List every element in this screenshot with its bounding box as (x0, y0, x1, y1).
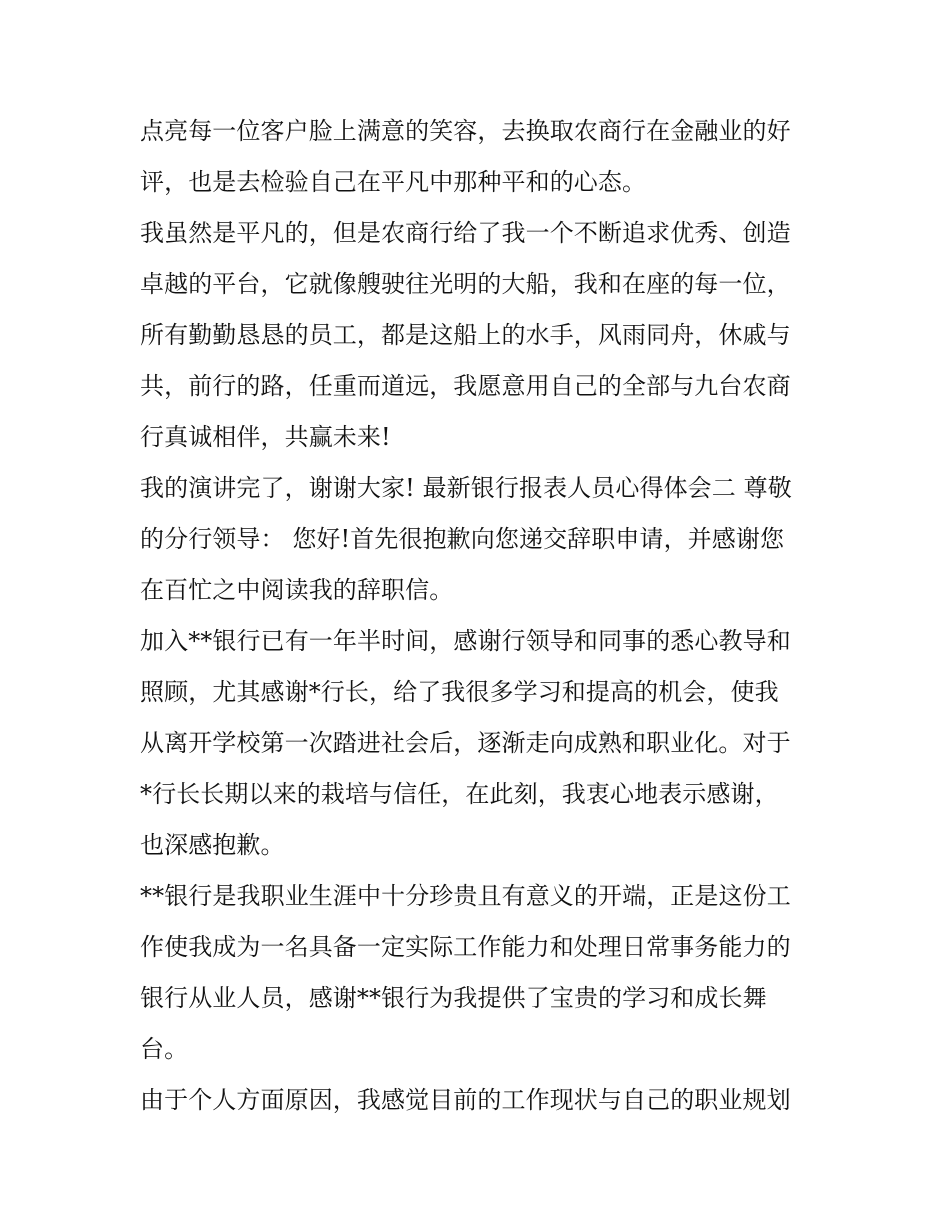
text-line: 共，前行的路，任重而道远，我愿意用自己的全部与九台农商 (140, 372, 791, 400)
text-line: 行真诚相伴，共赢未来! (140, 423, 391, 451)
text-line: 所有勤勤恳恳的员工，都是这船上的水手，风雨同舟，休戚与 (140, 321, 791, 349)
text-line: *行长长期以来的栽培与信任，在此刻，我衷心地表示感谢， (140, 780, 779, 808)
text-line: 加入**银行已有一年半时间，感谢行领导和同事的悉心教导和 (140, 627, 791, 655)
text-line: 作使我成为一名具备一定实际工作能力和处理日常事务能力的 (140, 933, 791, 961)
document-text (140, 106, 820, 1126)
text-line: 台。 (140, 1035, 189, 1063)
text-line: 卓越的平台，它就像艘驶往光明的大船，我和在座的每一位， (140, 270, 791, 298)
text-line: 在百忙之中阅读我的辞职信。 (140, 576, 454, 604)
text-line: **银行是我职业生涯中十分珍贵且有意义的开端，正是这份工 (140, 882, 791, 910)
text-line: 也深感抱歉。 (140, 831, 285, 859)
text-line: 由于个人方面原因，我感觉目前的工作现状与自己的职业规划 (140, 1086, 791, 1114)
text-line: 的分行领导： 您好!首先很抱歉向您递交辞职申请，并感谢您 (140, 525, 785, 553)
text-line: 评，也是去检验自己在平凡中那种平和的心态。 (140, 168, 647, 196)
text-line: 我虽然是平凡的，但是农商行给了我一个不断追求优秀、创造 (140, 219, 791, 247)
text-line: 点亮每一位客户脸上满意的笑容，去换取农商行在金融业的好 (140, 117, 791, 145)
text-line: 照顾，尤其感谢*行长，给了我很多学习和提高的机会，使我 (140, 678, 779, 706)
text-line: 我的演讲完了，谢谢大家! 最新银行报表人员心得体会二 尊敬 (140, 474, 792, 502)
text-line: 从离开学校第一次踏进社会后，逐渐走向成熟和职业化。对于 (140, 729, 791, 757)
text-line: 银行从业人员，感谢**银行为我提供了宝贵的学习和成长舞 (140, 984, 767, 1012)
